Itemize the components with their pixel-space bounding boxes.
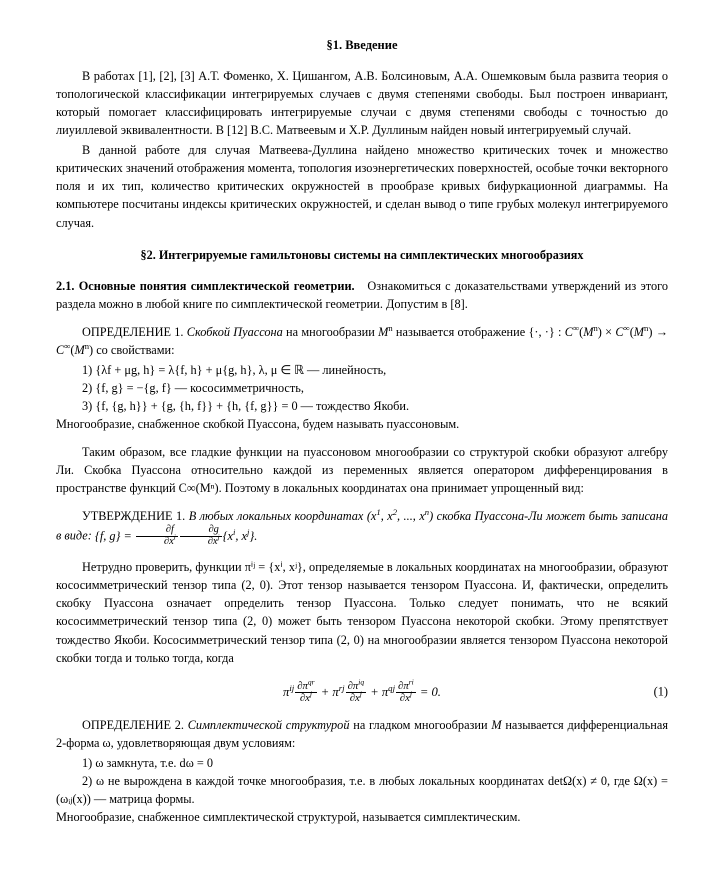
definition-1-text-c: со свойствами:	[96, 342, 175, 357]
manifold-m-symbol: M	[491, 718, 502, 733]
poisson-manifold-note: Многообразие, снабженное скобкой Пуассона, будем называть пуассоновым.	[56, 417, 460, 431]
equation-1-number: (1)	[653, 684, 668, 699]
statement-1	[56, 507, 668, 548]
section-1-paragraph-1: В работах [1], [2], [3] А.Т. Фоменко, Х. Цишангом, А.В. Болсиновым, А.А. Ошемковым была развита теория о топологической классификации интегрируемых случаев с двумя степенями свободы. Был построен инвариант, который помогает классифицировать интегрируемые случаи с двумя степенями свободы с точностью до лиуиллевой эквивалентности. В [12] В.С. Матвеевым и Х.Р. Дуллиным найден новый интегрируемый случай.	[56, 69, 668, 138]
statement-1-text-b: скобка Пуассона-Ли может быть записана в виде:	[56, 509, 669, 543]
definition-2	[56, 716, 668, 752]
definition-1-text-b: называется отображение	[395, 324, 526, 339]
equation-1-body: $\pi^{ij}$ $\frac{\partial\pi^{qr}}{\partial x^j}$ + $\pi^{rj}$ $\frac{\partial\pi^{iq}}{\partial x^j}$ + $\pi^{qj}$ $\frac{\partial\pi^{ri}}{\partial x^j}$ = 0.	[283, 677, 441, 704]
section-1-paragraph-2: В данной работе для случая Матвеева-Дуллина найдено множество критических точек и множество критических значений отображения момента, топология изоэнергетических поверхностей, особые точки векторного поля и их тип, количество критических окружностей в прообразе кривых бифуркационной диаграммы. На компьютере посчитаны индексы критических окружностей, и сделан вывод о типе грубых молекул интегрируемого случая.	[56, 143, 668, 230]
coordinates-symbol: ($x^1$, $x^2$, ..., $x^n$)	[366, 507, 434, 524]
definition-2-text-a: на гладком многообразии	[353, 718, 488, 733]
definition-1	[56, 323, 668, 359]
statement-1-label: УТВЕРЖДЕНИЕ 1.	[82, 509, 186, 524]
definition-1-text-a: на многообразии	[286, 324, 375, 339]
poisson-property-3: 3) {f, {g, h}} + {g, {h, f}} + {h, {f, g}} = 0 — тождество Якоби.	[82, 398, 410, 413]
definition-1-term: Скобкой Пуассона	[186, 324, 283, 339]
subsection-2-1	[56, 277, 668, 313]
definition-2-text-b: называется дифференциальная 2-форма ω, удовлетворяющая двум условиям:	[56, 718, 668, 751]
equation-1	[56, 677, 668, 704]
definition-2-label: ОПРЕДЕЛЕНИЕ 2.	[82, 718, 184, 733]
poisson-property-2: 2) {f, g} = −{g, f} — кососимметричность,	[82, 380, 304, 395]
section-2-heading: §2. Интегрируемые гамильтоновы системы на симплектических многообразиях	[140, 247, 584, 262]
symplectic-closing: Многообразие, снабженное симплектической структурой, называется симплектическим.	[56, 810, 521, 825]
paragraph-algebra: Таким образом, все гладкие функции на пуассоновом многообразии со структурой скобки образуют алгебру Ли. Скобка Пуассона относительно каждой из переменных является оператором дифференцирования в пространстве функций C∞(Mⁿ). Поэтому в локальных координатах она принимает упрощенный вид:	[56, 445, 668, 496]
definition-1-label: ОПРЕДЕЛЕНИЕ 1.	[82, 324, 184, 339]
statement-1-text-a: В любых локальных координатах	[188, 509, 364, 524]
bracket-map-symbol: {·, ·} : $C^\infty(M^n) \times C^\infty(M^n) \to C^\infty(M^n)$	[56, 322, 669, 357]
subsection-title: Основные понятия симплектической геометрии.	[78, 278, 355, 293]
poisson-lie-formula: {f, g} = $\frac{\partial f}{\partial x^i}$ $\frac{\partial g}{\partial x^j}$ {$x^i$, $x^j$}.	[94, 524, 258, 548]
poisson-property-1: 1) {λf + μg, h} = λ{f, h} + μ{g, h}, λ, μ ∈ ℝ — линейность,	[82, 362, 387, 377]
subsection-number: 2.1.	[56, 278, 75, 293]
paragraph-tensor: Нетрудно проверить, функции πⁱʲ = {xⁱ, xʲ}, определяемые в локальных координатах на многообразии, образуют кососимметрический тензор типа (2, 0). Этот тензор называется тензором Пуассона. И, фактически, определить скобку Пуассона означает определить тензор Пуассона. Только следует понимать, что не всякий кососимметрический тензор типа (2, 0) может быть тензором Пуассона некоторой скобки. Этому препятствует тождество Якоби. Кососимметрический тензор типа (2, 0) на многообразии является тензором Пуассона некоторой скобки тогда и только тогда, когда	[56, 560, 668, 665]
manifold-symbol: $M^n$	[378, 322, 393, 339]
definition-2-term: Симплектической структурой	[187, 718, 350, 733]
section-1-heading: §1. Введение	[326, 38, 398, 52]
symplectic-condition-1: 1) ω замкнута, т.е. dω = 0	[82, 756, 214, 771]
subsection-lead: Ознакомиться с доказательствами утверждений из этого раздела можно в любой книге по симплектической геометрии. Допустим в [8].	[56, 278, 668, 311]
symplectic-condition-2: 2) ω не вырождена в каждой точке многообразия, т.е. в любых локальных координатах detΩ(x) ≠ 0, где Ω(x) = (ωᵢⱼ(x)) — матрица формы.	[56, 774, 668, 807]
